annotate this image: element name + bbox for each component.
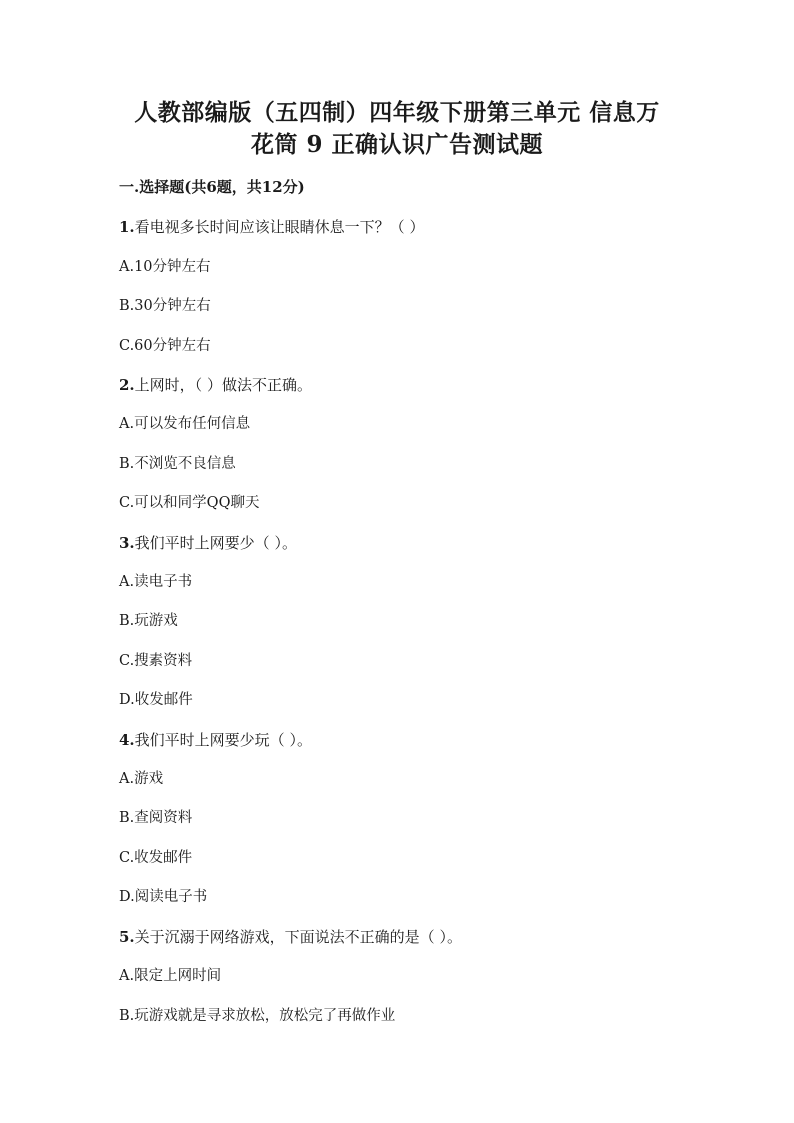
section-heading: 一.选择题(共6题，共12分) [119, 178, 305, 196]
option-1c: C.60分钟左右 [119, 338, 211, 354]
option-3b: B.玩游戏 [119, 613, 178, 629]
option-5b: B.玩游戏就是寻求放松，放松完了再做作业 [119, 1008, 396, 1024]
question-1 [119, 217, 424, 237]
option-3c: C.搜素资料 [119, 653, 193, 669]
option-4d: D.阅读电子书 [119, 889, 208, 905]
document-title-line-2: 花筒 9 正确认识广告测试题 [250, 131, 544, 158]
option-1a: A.10分钟左右 [119, 259, 211, 275]
question-number: 5. [119, 928, 135, 946]
option-3a: A.读电子书 [119, 574, 193, 590]
question-number: 4. [119, 731, 135, 749]
option-2c: C.可以和同学QQ聊天 [119, 495, 260, 511]
option-1b: B.30分钟左右 [119, 298, 211, 314]
question-number: 2. [119, 376, 135, 394]
document-title-line-1: 人教部编版（五四制）四年级下册第三单元 信息万 [134, 99, 660, 126]
question-3 [119, 533, 297, 553]
option-3d: D.收发邮件 [119, 692, 193, 708]
question-text: 关于沉溺于网络游戏，下面说法不正确的是（ ）。 [134, 928, 462, 946]
question-text: 上网时，（ ）做法不正确。 [134, 376, 312, 394]
question-4 [119, 730, 312, 750]
option-2b: B.不浏览不良信息 [119, 456, 236, 472]
question-5 [119, 927, 462, 947]
option-4c: C.收发邮件 [119, 850, 193, 866]
question-text: 我们平时上网要少玩（ ）。 [134, 731, 312, 749]
question-text: 我们平时上网要少（ ）。 [134, 534, 297, 552]
question-number: 1. [119, 218, 135, 236]
option-5a: A.限定上网时间 [119, 968, 222, 984]
option-4a: A.游戏 [119, 771, 164, 787]
question-text: 看电视多长时间应该让眼睛休息一下？（ ） [134, 218, 425, 236]
option-2a: A.可以发布任何信息 [119, 416, 251, 432]
option-4b: B.查阅资料 [119, 810, 193, 826]
question-2 [119, 375, 312, 395]
question-number: 3. [119, 534, 135, 552]
